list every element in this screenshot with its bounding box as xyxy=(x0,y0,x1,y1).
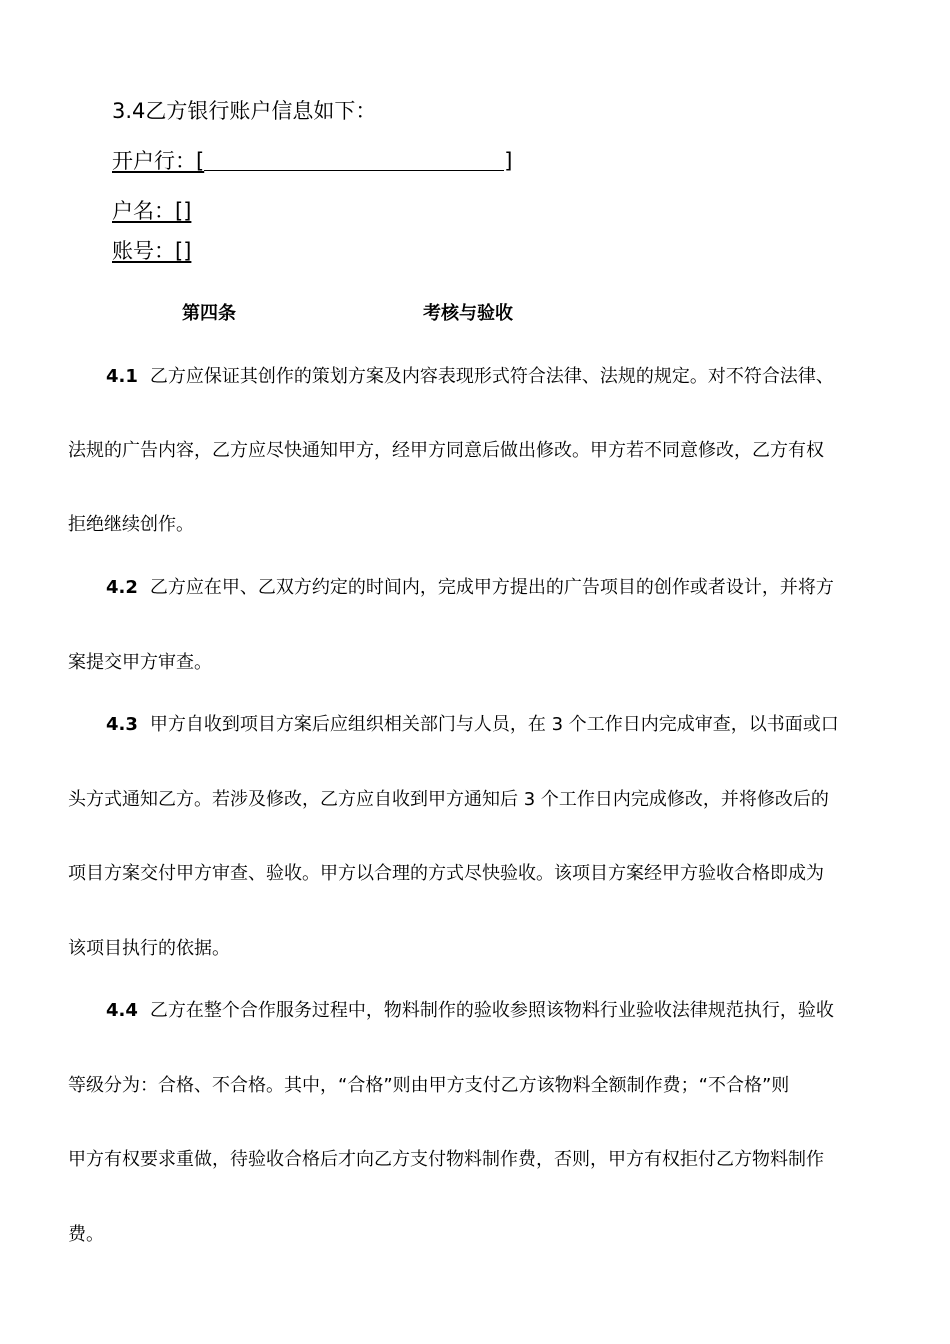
clause-number: 4.3 xyxy=(106,714,138,735)
clause-text: 乙方应在甲、乙双方约定的时间内，完成甲方提出的广告项目的创作或者设计，并将方 xyxy=(149,577,834,598)
bank-name-open-bracket: [ xyxy=(196,149,205,173)
clause-4-4-line-1 xyxy=(106,998,834,1024)
bank-info-heading: 3.4乙方银行账户信息如下： xyxy=(112,99,377,123)
article-title: 考核与验收 xyxy=(423,303,513,324)
clause-4-3-line-4: 该项目执行的依据。 xyxy=(68,938,230,959)
clause-4-3-line-2: 头方式通知乙方。若涉及修改，乙方应自收到甲方通知后 3 个工作日内完成修改，并将修改后的 xyxy=(68,789,829,810)
clause-4-3-line-3: 项目方案交付甲方审查、验收。甲方以合理的方式尽快验收。该项目方案经甲方验收合格即成为 xyxy=(68,863,824,884)
bank-name-close-bracket: ] xyxy=(504,149,513,173)
clause-text: 乙方应保证其创作的策划方案及内容表现形式符合法律、法规的规定。对不符合法律、 xyxy=(149,366,834,387)
clause-4-1-line-1 xyxy=(106,364,834,390)
bank-name-label: 开户行： xyxy=(112,149,196,173)
bank-name-blank xyxy=(204,148,504,171)
clause-number: 4.2 xyxy=(106,577,138,598)
clause-4-4-line-2: 等级分为：合格、不合格。其中，“合格”则由甲方支付乙方该物料全额制作费；“不合格”则 xyxy=(68,1075,790,1096)
clause-4-4-line-4: 费。 xyxy=(68,1224,104,1245)
clause-text: 甲方自收到项目方案后应组织相关部门与人员，在 3 个工作日内完成审查，以书面或口 xyxy=(149,714,839,735)
clause-4-4-line-3: 甲方有权要求重做，待验收合格后才向乙方支付物料制作费，否则，甲方有权拒付乙方物料制作 xyxy=(68,1149,824,1170)
clause-4-1-line-2: 法规的广告内容，乙方应尽快通知甲方，经甲方同意后做出修改。甲方若不同意修改，乙方有权 xyxy=(68,440,824,461)
clause-4-2-line-1 xyxy=(106,575,834,601)
clause-text: 乙方在整个合作服务过程中，物料制作的验收参照该物料行业验收法律规范执行，验收 xyxy=(149,1000,834,1021)
clause-4-2-line-2: 案提交甲方审查。 xyxy=(68,652,212,673)
article-number: 第四条 xyxy=(182,303,236,324)
account-number-line: 账号：[] xyxy=(112,239,192,263)
clause-number: 4.4 xyxy=(106,1000,138,1021)
account-name-line: 户名：[] xyxy=(112,199,192,223)
clause-number: 4.1 xyxy=(106,366,138,387)
bank-name-line xyxy=(112,146,512,176)
clause-4-1-line-3: 拒绝继续创作。 xyxy=(68,514,194,535)
clause-4-3-line-1 xyxy=(106,712,839,738)
